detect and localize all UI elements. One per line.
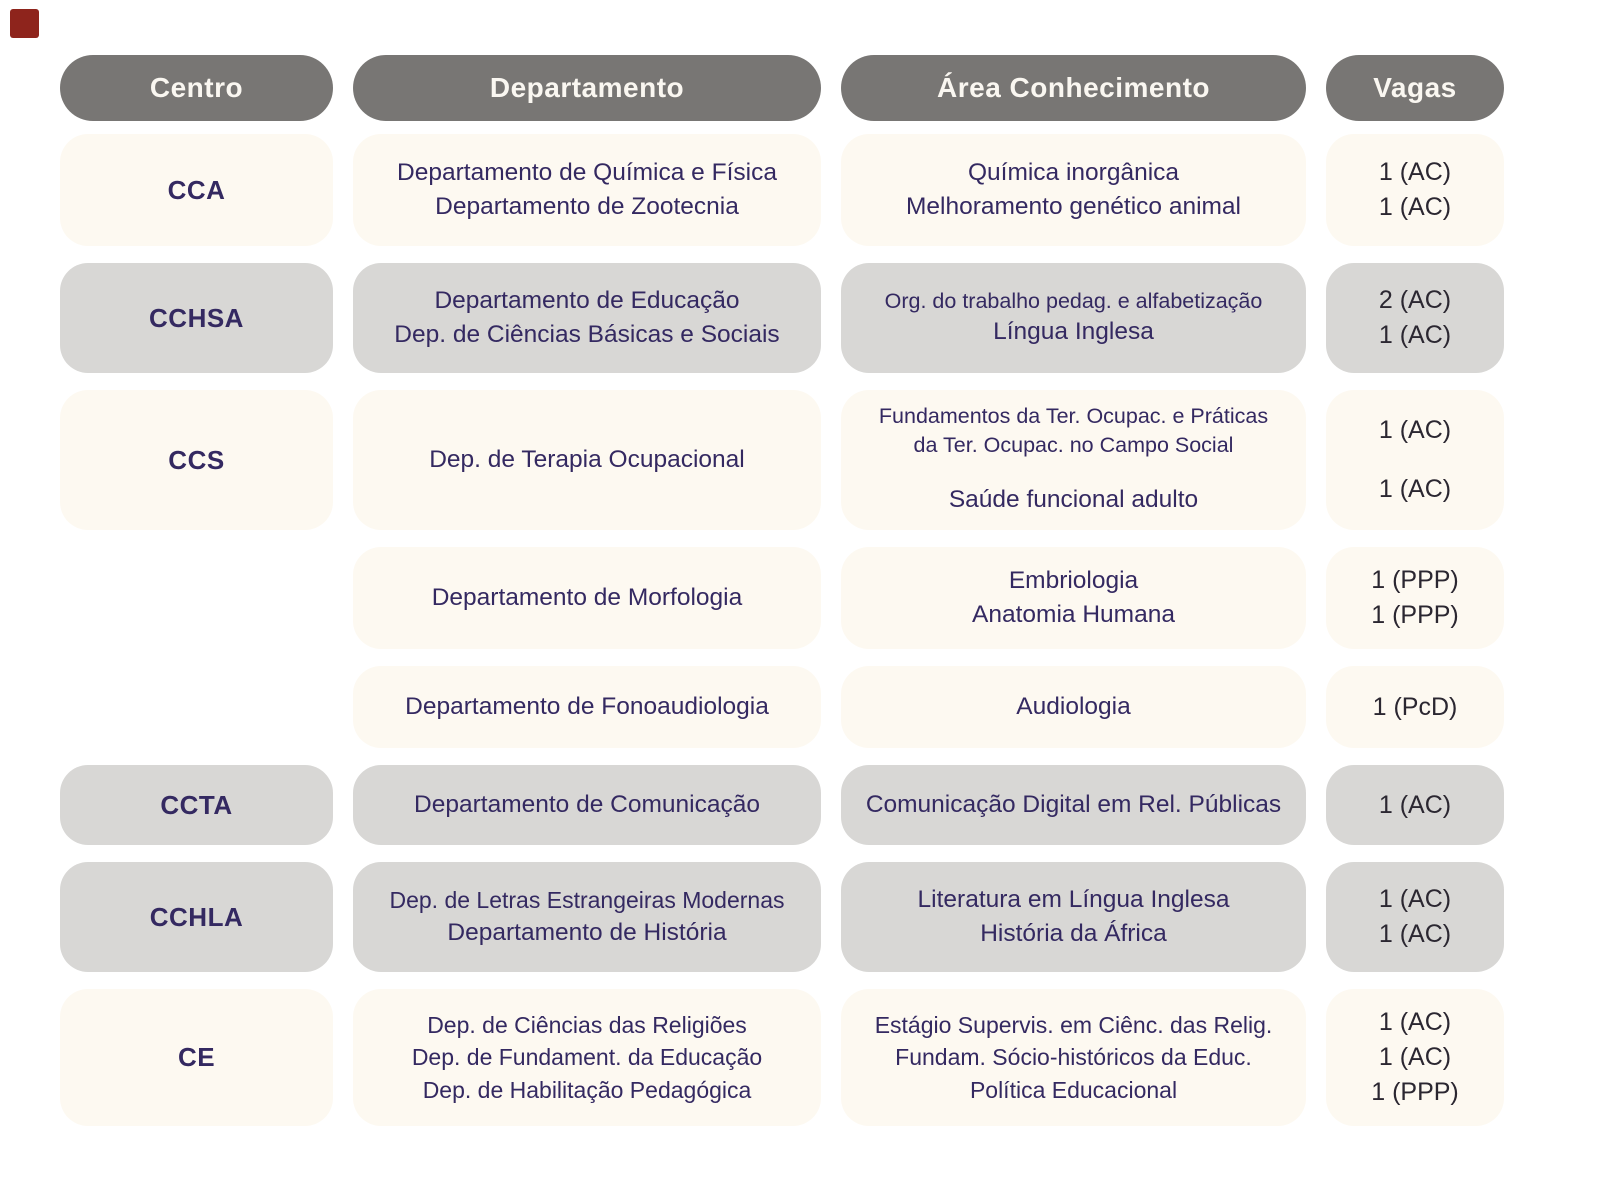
area-line: Política Educacional	[969, 1076, 1178, 1103]
departamento-line: Dep. de Habilitação Pedagógica	[422, 1076, 752, 1103]
vagas-line: 1 (PcD)	[1372, 692, 1458, 721]
vagas-line: 1 (PPP)	[1371, 566, 1459, 594]
departamento-cell	[353, 390, 821, 530]
vagas-cell	[1326, 263, 1504, 373]
area-cell	[841, 765, 1306, 845]
centro-code: CCA	[167, 174, 226, 205]
vagas-line: 1 (AC)	[1378, 475, 1452, 503]
centro-code: CCHLA	[149, 901, 244, 932]
departamento-line: Departamento de Química e Física	[397, 158, 777, 186]
area-line: Audiologia	[1016, 692, 1131, 720]
area-line: Fundam. Sócio-históricos da Educ.	[895, 1044, 1252, 1071]
header-centro	[60, 55, 333, 121]
vagas-line: 1 (PPP)	[1371, 601, 1459, 629]
centro-code: CCS	[168, 444, 225, 475]
area-line: Org. do trabalho pedag. e alfabetização	[884, 288, 1263, 313]
departamento-line: Departamento de Comunicação	[414, 790, 760, 818]
area-cell	[841, 547, 1306, 649]
vagas-line: 1 (AC)	[1378, 920, 1452, 948]
centro-code: CE	[177, 1042, 216, 1073]
area-line: Fundamentos da Ter. Ocupac. e Práticas	[878, 404, 1269, 429]
vagas-line: 1 (AC)	[1378, 1008, 1452, 1036]
table-row	[60, 263, 1504, 373]
table-row	[60, 547, 1504, 649]
vagas-line: 2 (AC)	[1378, 286, 1452, 314]
departamento-line: Departamento de Morfologia	[431, 583, 743, 611]
departamento-line: Departamento de Zootecnia	[435, 193, 739, 220]
departamento-line: Dep. de Letras Estrangeiras Modernas	[389, 886, 785, 913]
area-cell	[841, 134, 1306, 246]
table-row	[60, 134, 1504, 246]
table-body	[60, 134, 1504, 1126]
centro-code: CCHSA	[149, 302, 244, 333]
vagas-cell	[1326, 989, 1504, 1126]
centro-cell-empty	[60, 547, 333, 649]
departamento-line: Dep. de Ciências Básicas e Sociais	[394, 321, 780, 348]
departamento-line: Dep. de Fundament. da Educação	[411, 1044, 763, 1071]
vagas-line: 1 (AC)	[1378, 790, 1452, 819]
centro-cell	[60, 989, 333, 1126]
centro-cell	[60, 390, 333, 530]
header-centro-label: Centro	[149, 72, 244, 103]
vagas-cell	[1326, 134, 1504, 246]
area-line: Estágio Supervis. em Ciênc. das Relig.	[874, 1012, 1273, 1039]
vagas-cell	[1326, 547, 1504, 649]
departamento-cell	[353, 666, 821, 748]
vagas-line: 1 (AC)	[1378, 885, 1452, 913]
header-vagas-label: Vagas	[1373, 72, 1457, 103]
area-cell	[841, 666, 1306, 748]
area-line: História da África	[980, 920, 1167, 947]
centro-cell	[60, 134, 333, 246]
table-row	[60, 765, 1504, 845]
departamento-cell	[353, 263, 821, 373]
area-cell	[841, 263, 1306, 373]
area-cell	[841, 862, 1306, 972]
corner-marker	[10, 9, 39, 38]
table-row	[60, 666, 1504, 748]
departamento-line: Departamento de Fonoaudiologia	[405, 692, 769, 720]
centro-cell	[60, 862, 333, 972]
area-line: da Ter. Ocupac. no Campo Social	[913, 432, 1234, 457]
vagas-cell	[1326, 862, 1504, 972]
area-line: Língua Inglesa	[993, 318, 1154, 346]
table-row	[60, 989, 1504, 1126]
vagas-line: 1 (AC)	[1378, 1043, 1452, 1071]
table-row	[60, 390, 1504, 530]
departamento-line: Departamento de História	[447, 918, 727, 946]
vagas-line: 1 (AC)	[1378, 158, 1452, 186]
area-line: Literatura em Língua Inglesa	[917, 885, 1230, 913]
vagas-line: 1 (AC)	[1378, 416, 1452, 444]
header-area-conhecimento	[841, 55, 1306, 121]
departamento-cell	[353, 862, 821, 972]
departamento-line: Dep. de Terapia Ocupacional	[429, 445, 745, 473]
header-departamento-label: Departamento	[489, 72, 685, 103]
area-line: Melhoramento genético animal	[905, 193, 1242, 220]
vagas-cell	[1326, 666, 1504, 748]
table-header-row	[60, 55, 1504, 121]
area-line: Comunicação Digital em Rel. Públicas	[865, 790, 1282, 818]
vagas-line: 1 (AC)	[1378, 321, 1452, 349]
vagas-cell	[1326, 390, 1504, 530]
centro-cell	[60, 263, 333, 373]
area-cell	[841, 989, 1306, 1126]
departamento-cell	[353, 134, 821, 246]
header-area-conhecimento-label: Área Conhecimento	[937, 72, 1210, 103]
area-line: Saúde funcional adulto	[948, 486, 1199, 514]
departamento-line: Departamento de Educação	[434, 286, 740, 314]
table-row	[60, 862, 1504, 972]
header-departamento	[353, 55, 821, 121]
area-line: Embriologia	[1008, 566, 1139, 594]
departamento-cell	[353, 765, 821, 845]
departamento-cell	[353, 547, 821, 649]
vagas-cell	[1326, 765, 1504, 845]
area-line: Anatomia Humana	[972, 601, 1175, 628]
centro-cell-empty	[60, 666, 333, 748]
vagas-line: 1 (AC)	[1378, 193, 1452, 221]
area-line: Química inorgânica	[967, 158, 1180, 186]
centro-cell	[60, 765, 333, 845]
vagas-line: 1 (PPP)	[1371, 1078, 1459, 1106]
header-vagas	[1326, 55, 1504, 121]
departamento-line: Dep. de Ciências das Religiões	[427, 1012, 747, 1039]
departamento-cell	[353, 989, 821, 1126]
area-cell	[841, 390, 1306, 530]
centro-code: CCTA	[160, 789, 233, 820]
